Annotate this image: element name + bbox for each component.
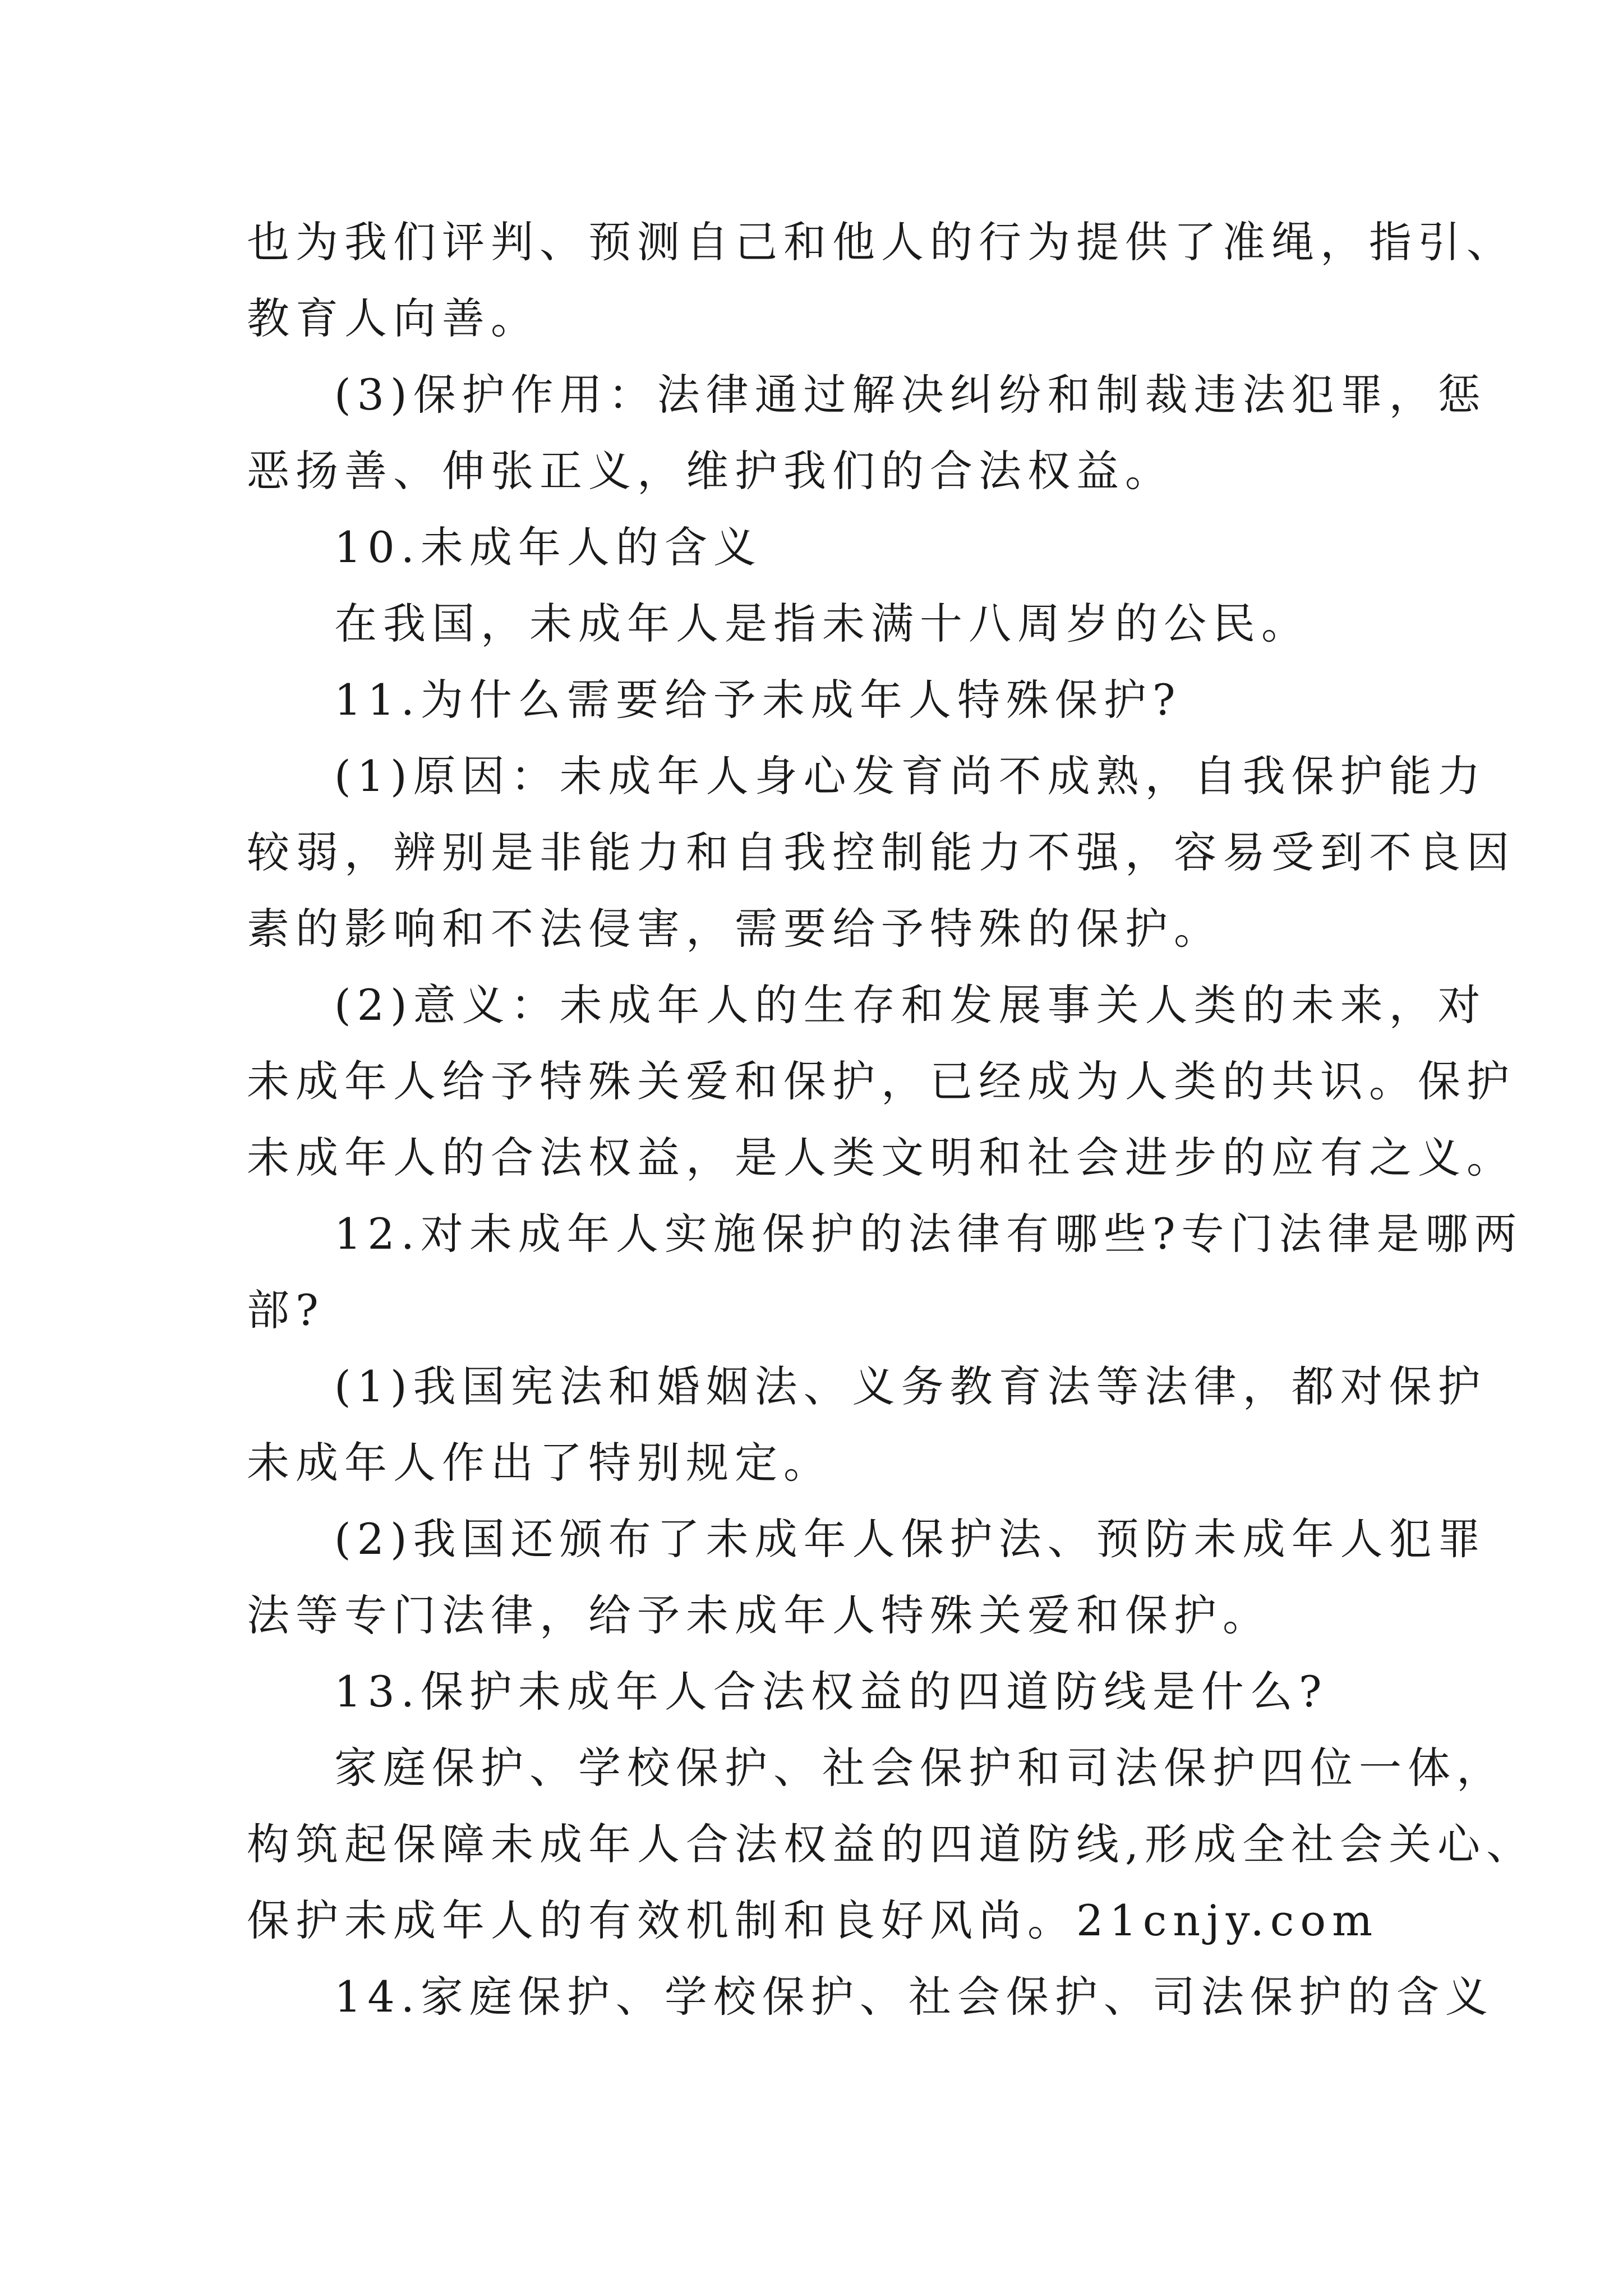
text-line: 家庭保护、学校保护、社会保护和司法保护四位一体， — [334, 1743, 1505, 1793]
section-heading: 12.对未成年人实施保护的法律有哪些?专门法律是哪两 — [334, 1209, 1523, 1259]
text-line: 未成年人的合法权益，是人类文明和社会进步的应有之义。 — [247, 1133, 1515, 1182]
text-line: 未成年人作出了特别规定。 — [247, 1438, 832, 1488]
section-heading: 10.未成年人的含义 — [334, 522, 762, 572]
text-line: 在我国，未成年人是指未满十八周岁的公民。 — [334, 599, 1310, 648]
section-heading: 11.为什么需要给予未成年人特殊保护? — [334, 675, 1182, 725]
text-line: (2)我国还颁布了未成年人保护法、预防未成年人犯罪 — [334, 1514, 1487, 1564]
text-line: (3)保护作用：法律通过解决纠纷和制裁违法犯罪，惩 — [334, 370, 1487, 420]
text-line: 较弱，辨别是非能力和自我控制能力不强，容易受到不良因 — [247, 827, 1515, 877]
text-line: 恶扬善、伸张正义，维护我们的合法权益。 — [247, 446, 1174, 496]
text-line: 保护未成年人的有效机制和良好风尚。21cnjy.com — [247, 1895, 1379, 1945]
section-heading: 14.家庭保护、学校保护、社会保护、司法保护的含义 — [334, 1972, 1494, 2022]
section-heading: 13.保护未成年人合法权益的四道防线是什么? — [334, 1667, 1328, 1717]
text-line: 素的影响和不法侵害，需要给予特殊的保护。 — [247, 904, 1223, 954]
text-line: 教育人向善。 — [247, 293, 540, 343]
text-line: (1)原因：未成年人身心发育尚不成熟，自我保护能力 — [334, 751, 1487, 801]
section-heading: 部? — [247, 1285, 325, 1335]
text-line: (1)我国宪法和婚姻法、义务教育法等法律，都对保护 — [334, 1361, 1487, 1411]
text-line: 法等专门法律，给予未成年人特殊关爱和保护。 — [247, 1590, 1271, 1640]
text-line: 未成年人给予特殊关爱和保护，已经成为人类的共识。保护 — [247, 1056, 1515, 1106]
text-line: 构筑起保障未成年人合法权益的四道防线,形成全社会关心、 — [247, 1819, 1536, 1869]
text-line: 也为我们评判、预测自己和他人的行为提供了准绳，指引、 — [247, 217, 1515, 267]
text-line: (2)意义：未成年人的生存和发展事关人类的未来，对 — [334, 980, 1487, 1030]
